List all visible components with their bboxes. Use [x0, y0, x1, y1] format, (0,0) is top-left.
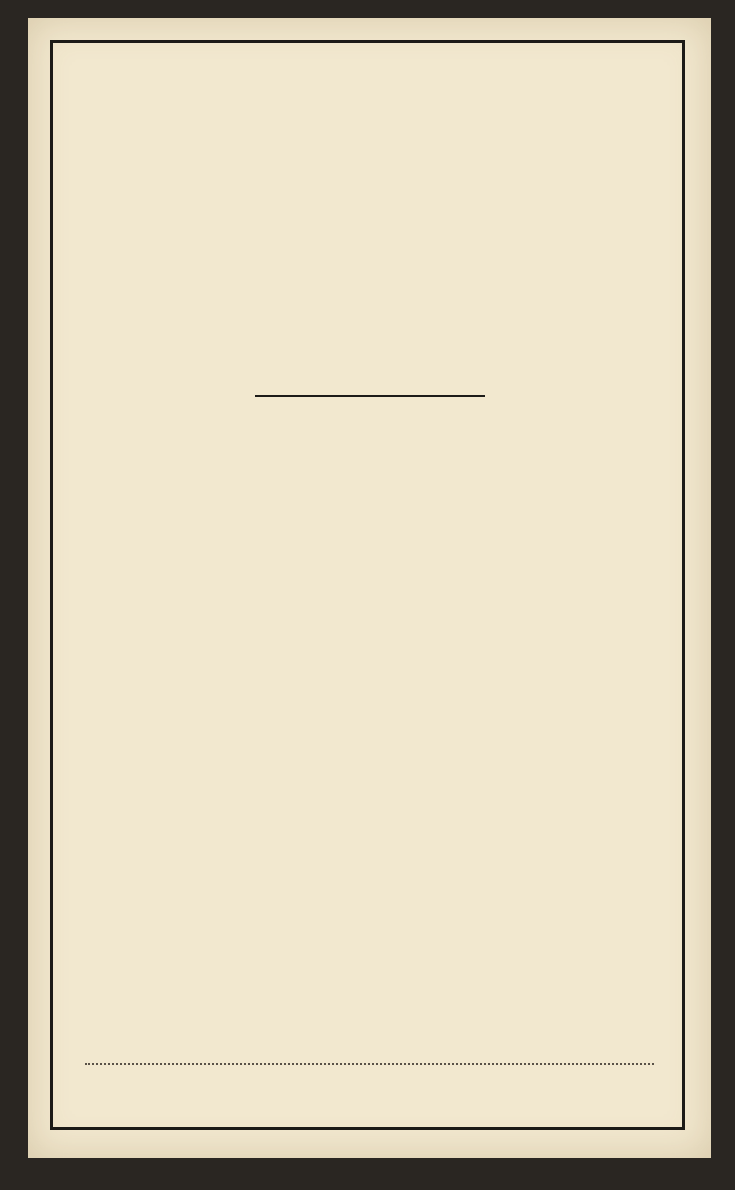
dotted-divider	[85, 1063, 654, 1065]
card-content	[75, 43, 664, 1127]
memorial-card	[28, 18, 711, 1158]
card-border-frame	[50, 40, 685, 1130]
divider-rule	[255, 395, 485, 397]
